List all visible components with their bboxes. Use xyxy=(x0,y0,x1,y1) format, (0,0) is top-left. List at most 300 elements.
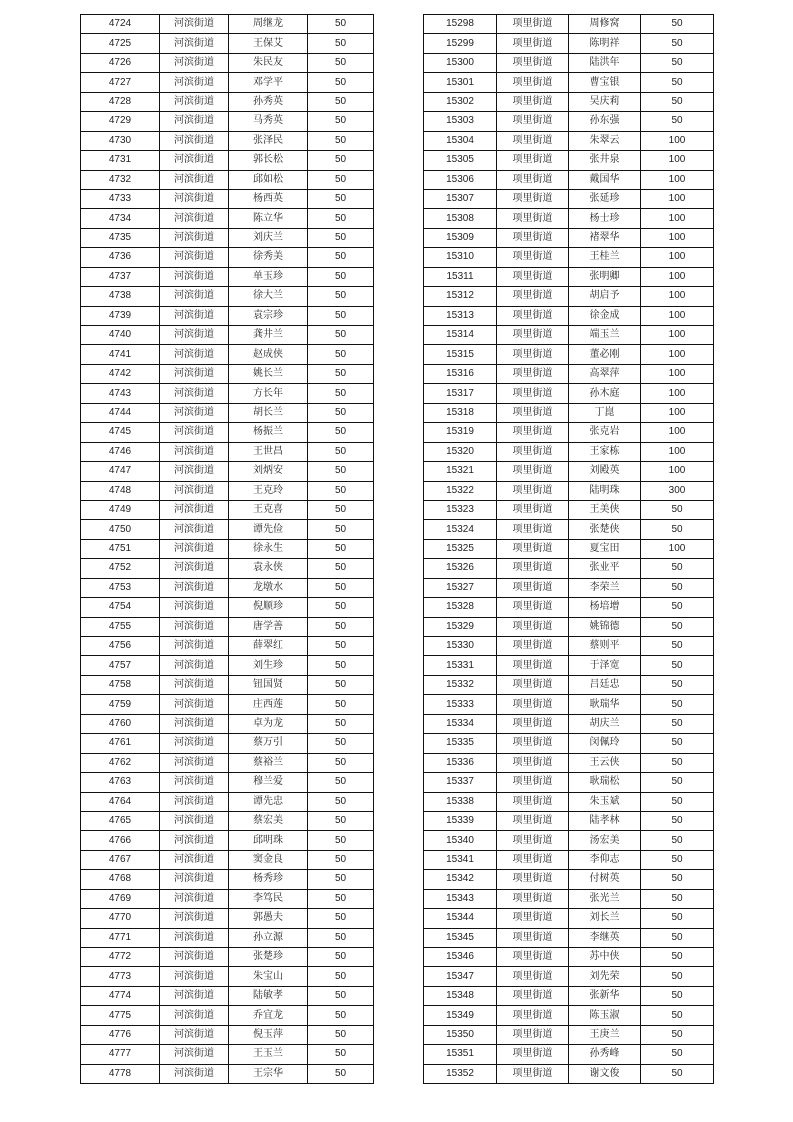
id-cell: 15307 xyxy=(424,189,497,208)
table-row xyxy=(81,695,374,714)
id-cell: 4746 xyxy=(81,442,160,461)
street-cell: 项里街道 xyxy=(497,500,569,519)
table-row xyxy=(424,403,714,422)
id-cell: 15303 xyxy=(424,112,497,131)
table-row xyxy=(81,326,374,345)
table-row xyxy=(81,617,374,636)
id-cell: 15326 xyxy=(424,559,497,578)
name-cell: 王家栋 xyxy=(569,442,641,461)
name-cell: 夏宝田 xyxy=(569,539,641,558)
id-cell: 15308 xyxy=(424,209,497,228)
name-cell: 倪顺珍 xyxy=(229,598,308,617)
name-cell: 穆兰爱 xyxy=(229,773,308,792)
id-cell: 4756 xyxy=(81,637,160,656)
name-cell: 刘先荣 xyxy=(569,967,641,986)
street-cell: 河滨街道 xyxy=(160,656,229,675)
name-cell: 蔡裕兰 xyxy=(229,753,308,772)
table-row xyxy=(424,695,714,714)
street-cell: 河滨街道 xyxy=(160,986,229,1005)
street-cell: 项里街道 xyxy=(497,559,569,578)
amount-cell: 50 xyxy=(641,656,714,675)
table-row xyxy=(81,909,374,928)
street-cell: 项里街道 xyxy=(497,967,569,986)
name-cell: 王玉兰 xyxy=(229,1045,308,1064)
amount-cell: 50 xyxy=(641,753,714,772)
name-cell: 蔡万引 xyxy=(229,734,308,753)
street-cell: 河滨街道 xyxy=(160,1006,229,1025)
street-cell: 项里街道 xyxy=(497,850,569,869)
id-cell: 15345 xyxy=(424,928,497,947)
table-row xyxy=(81,248,374,267)
table-row xyxy=(81,811,374,830)
street-cell: 项里街道 xyxy=(497,170,569,189)
amount-cell: 100 xyxy=(641,423,714,442)
amount-cell: 50 xyxy=(308,850,374,869)
amount-cell: 50 xyxy=(641,695,714,714)
name-cell: 胡长兰 xyxy=(229,403,308,422)
table-row xyxy=(81,112,374,131)
street-cell: 河滨街道 xyxy=(160,734,229,753)
amount-cell: 100 xyxy=(641,287,714,306)
table-row xyxy=(424,637,714,656)
street-cell: 项里街道 xyxy=(497,1064,569,1083)
street-cell: 项里街道 xyxy=(497,345,569,364)
name-cell: 郭长松 xyxy=(229,151,308,170)
street-cell: 项里街道 xyxy=(497,520,569,539)
amount-cell: 50 xyxy=(641,909,714,928)
name-cell: 杨士珍 xyxy=(569,209,641,228)
name-cell: 陈明祥 xyxy=(569,34,641,53)
id-cell: 15329 xyxy=(424,617,497,636)
name-cell: 张井泉 xyxy=(569,151,641,170)
amount-cell: 50 xyxy=(641,598,714,617)
table-row xyxy=(81,151,374,170)
id-cell: 4778 xyxy=(81,1064,160,1083)
id-cell: 15346 xyxy=(424,948,497,967)
amount-cell: 50 xyxy=(641,578,714,597)
table-row xyxy=(81,403,374,422)
street-cell: 河滨街道 xyxy=(160,500,229,519)
id-cell: 4745 xyxy=(81,423,160,442)
street-cell: 河滨街道 xyxy=(160,520,229,539)
id-cell: 4770 xyxy=(81,909,160,928)
id-cell: 4765 xyxy=(81,811,160,830)
street-cell: 河滨街道 xyxy=(160,598,229,617)
street-cell: 项里街道 xyxy=(497,811,569,830)
street-cell: 项里街道 xyxy=(497,53,569,72)
amount-cell: 50 xyxy=(308,326,374,345)
amount-cell: 50 xyxy=(641,967,714,986)
street-cell: 项里街道 xyxy=(497,598,569,617)
name-cell: 龚井兰 xyxy=(229,326,308,345)
name-cell: 王云侠 xyxy=(569,753,641,772)
amount-cell: 50 xyxy=(308,151,374,170)
id-cell: 15302 xyxy=(424,92,497,111)
id-cell: 4739 xyxy=(81,306,160,325)
street-cell: 河滨街道 xyxy=(160,462,229,481)
amount-cell: 50 xyxy=(308,1006,374,1025)
street-cell: 项里街道 xyxy=(497,637,569,656)
street-cell: 项里街道 xyxy=(497,831,569,850)
id-cell: 15318 xyxy=(424,403,497,422)
name-cell: 孙东强 xyxy=(569,112,641,131)
name-cell: 卓为龙 xyxy=(229,714,308,733)
id-cell: 4774 xyxy=(81,986,160,1005)
table-row xyxy=(81,73,374,92)
table-row xyxy=(81,500,374,519)
name-cell: 于泽宽 xyxy=(569,656,641,675)
name-cell: 李仰志 xyxy=(569,850,641,869)
table-row xyxy=(424,462,714,481)
amount-cell: 100 xyxy=(641,306,714,325)
id-cell: 4724 xyxy=(81,15,160,34)
table-row xyxy=(81,189,374,208)
name-cell: 胡庆兰 xyxy=(569,714,641,733)
right-table xyxy=(423,14,714,1084)
table-row xyxy=(81,364,374,383)
amount-cell: 50 xyxy=(641,1006,714,1025)
table-row xyxy=(424,986,714,1005)
name-cell: 董必刚 xyxy=(569,345,641,364)
name-cell: 孙秀峰 xyxy=(569,1045,641,1064)
street-cell: 河滨街道 xyxy=(160,695,229,714)
id-cell: 15315 xyxy=(424,345,497,364)
street-cell: 河滨街道 xyxy=(160,151,229,170)
id-cell: 4741 xyxy=(81,345,160,364)
name-cell: 王世昌 xyxy=(229,442,308,461)
table-row xyxy=(424,345,714,364)
name-cell: 姚长兰 xyxy=(229,364,308,383)
amount-cell: 100 xyxy=(641,364,714,383)
id-cell: 15321 xyxy=(424,462,497,481)
street-cell: 项里街道 xyxy=(497,870,569,889)
street-cell: 项里街道 xyxy=(497,228,569,247)
table-row xyxy=(81,675,374,694)
amount-cell: 50 xyxy=(308,462,374,481)
table-row xyxy=(81,773,374,792)
name-cell: 龙墩水 xyxy=(229,578,308,597)
table-row xyxy=(424,500,714,519)
table-row xyxy=(81,92,374,111)
id-cell: 4735 xyxy=(81,228,160,247)
id-cell: 4764 xyxy=(81,792,160,811)
amount-cell: 50 xyxy=(641,986,714,1005)
street-cell: 河滨街道 xyxy=(160,967,229,986)
id-cell: 15352 xyxy=(424,1064,497,1083)
id-cell: 15312 xyxy=(424,287,497,306)
table-row xyxy=(424,189,714,208)
street-cell: 项里街道 xyxy=(497,753,569,772)
street-cell: 项里街道 xyxy=(497,403,569,422)
name-cell: 朱宝山 xyxy=(229,967,308,986)
amount-cell: 50 xyxy=(308,539,374,558)
name-cell: 端玉兰 xyxy=(569,326,641,345)
id-cell: 4760 xyxy=(81,714,160,733)
amount-cell: 50 xyxy=(308,559,374,578)
street-cell: 项里街道 xyxy=(497,364,569,383)
amount-cell: 50 xyxy=(308,189,374,208)
id-cell: 4777 xyxy=(81,1045,160,1064)
table-row xyxy=(424,909,714,928)
amount-cell: 50 xyxy=(308,384,374,403)
table-row xyxy=(424,151,714,170)
name-cell: 孙秀英 xyxy=(229,92,308,111)
amount-cell: 50 xyxy=(641,850,714,869)
table-row xyxy=(81,287,374,306)
table-row xyxy=(81,753,374,772)
table-row xyxy=(81,928,374,947)
id-cell: 4753 xyxy=(81,578,160,597)
name-cell: 汤宏美 xyxy=(569,831,641,850)
name-cell: 闵佩玲 xyxy=(569,734,641,753)
street-cell: 河滨街道 xyxy=(160,287,229,306)
amount-cell: 50 xyxy=(308,248,374,267)
amount-cell: 50 xyxy=(308,287,374,306)
table-row xyxy=(424,1045,714,1064)
street-cell: 项里街道 xyxy=(497,248,569,267)
amount-cell: 50 xyxy=(641,675,714,694)
street-cell: 河滨街道 xyxy=(160,637,229,656)
amount-cell: 50 xyxy=(641,811,714,830)
amount-cell: 100 xyxy=(641,462,714,481)
amount-cell: 50 xyxy=(641,714,714,733)
table-row xyxy=(81,578,374,597)
street-cell: 项里街道 xyxy=(497,714,569,733)
table-row xyxy=(81,539,374,558)
street-cell: 河滨街道 xyxy=(160,53,229,72)
id-cell: 4730 xyxy=(81,131,160,150)
street-cell: 项里街道 xyxy=(497,986,569,1005)
name-cell: 王保艾 xyxy=(229,34,308,53)
id-cell: 15351 xyxy=(424,1045,497,1064)
name-cell: 乔宜龙 xyxy=(229,1006,308,1025)
amount-cell: 50 xyxy=(308,598,374,617)
table-row xyxy=(81,559,374,578)
street-cell: 河滨街道 xyxy=(160,170,229,189)
amount-cell: 50 xyxy=(308,209,374,228)
street-cell: 项里街道 xyxy=(497,112,569,131)
id-cell: 4771 xyxy=(81,928,160,947)
street-cell: 项里街道 xyxy=(497,695,569,714)
table-row xyxy=(424,889,714,908)
name-cell: 耿瑞华 xyxy=(569,695,641,714)
name-cell: 徐秀美 xyxy=(229,248,308,267)
amount-cell: 50 xyxy=(308,617,374,636)
name-cell: 陆敏孝 xyxy=(229,986,308,1005)
street-cell: 河滨街道 xyxy=(160,1045,229,1064)
table-row xyxy=(81,384,374,403)
amount-cell: 50 xyxy=(308,1025,374,1044)
street-cell: 项里街道 xyxy=(497,539,569,558)
amount-cell: 50 xyxy=(308,948,374,967)
table-row xyxy=(424,73,714,92)
street-cell: 河滨街道 xyxy=(160,267,229,286)
amount-cell: 50 xyxy=(308,792,374,811)
amount-cell: 100 xyxy=(641,228,714,247)
table-row xyxy=(81,481,374,500)
amount-cell: 50 xyxy=(641,1045,714,1064)
id-cell: 4747 xyxy=(81,462,160,481)
id-cell: 15347 xyxy=(424,967,497,986)
amount-cell: 50 xyxy=(641,773,714,792)
table-row xyxy=(81,1045,374,1064)
street-cell: 项里街道 xyxy=(497,617,569,636)
amount-cell: 50 xyxy=(308,811,374,830)
amount-cell: 100 xyxy=(641,345,714,364)
name-cell: 陈立华 xyxy=(229,209,308,228)
table-row xyxy=(81,734,374,753)
name-cell: 薛翠红 xyxy=(229,637,308,656)
id-cell: 15300 xyxy=(424,53,497,72)
id-cell: 4729 xyxy=(81,112,160,131)
table-row xyxy=(424,442,714,461)
id-cell: 15310 xyxy=(424,248,497,267)
name-cell: 张延珍 xyxy=(569,189,641,208)
table-row xyxy=(424,423,714,442)
table-row xyxy=(424,248,714,267)
id-cell: 15304 xyxy=(424,131,497,150)
street-cell: 河滨街道 xyxy=(160,870,229,889)
name-cell: 吕廷忠 xyxy=(569,675,641,694)
amount-cell: 50 xyxy=(308,831,374,850)
table-row xyxy=(424,170,714,189)
amount-cell: 50 xyxy=(308,637,374,656)
amount-cell: 50 xyxy=(641,870,714,889)
id-cell: 15327 xyxy=(424,578,497,597)
id-cell: 4752 xyxy=(81,559,160,578)
street-cell: 河滨街道 xyxy=(160,811,229,830)
id-cell: 15330 xyxy=(424,637,497,656)
name-cell: 倪玉萍 xyxy=(229,1025,308,1044)
right-table-body xyxy=(424,15,714,1084)
table-row xyxy=(424,753,714,772)
amount-cell: 50 xyxy=(641,948,714,967)
id-cell: 4744 xyxy=(81,403,160,422)
table-row xyxy=(424,714,714,733)
table-row xyxy=(424,539,714,558)
table-row xyxy=(424,326,714,345)
id-cell: 4736 xyxy=(81,248,160,267)
name-cell: 方长年 xyxy=(229,384,308,403)
name-cell: 徐金成 xyxy=(569,306,641,325)
amount-cell: 50 xyxy=(308,267,374,286)
name-cell: 刘庆兰 xyxy=(229,228,308,247)
street-cell: 项里街道 xyxy=(497,656,569,675)
street-cell: 项里街道 xyxy=(497,928,569,947)
table-row xyxy=(424,811,714,830)
street-cell: 项里街道 xyxy=(497,1006,569,1025)
amount-cell: 50 xyxy=(641,734,714,753)
id-cell: 4740 xyxy=(81,326,160,345)
name-cell: 徐大兰 xyxy=(229,287,308,306)
street-cell: 项里街道 xyxy=(497,578,569,597)
id-cell: 4754 xyxy=(81,598,160,617)
table-row xyxy=(424,831,714,850)
name-cell: 丁崑 xyxy=(569,403,641,422)
table-row xyxy=(424,209,714,228)
table-row xyxy=(424,792,714,811)
table-row xyxy=(81,831,374,850)
table-row xyxy=(81,423,374,442)
street-cell: 项里街道 xyxy=(497,1025,569,1044)
street-cell: 河滨街道 xyxy=(160,209,229,228)
id-cell: 4769 xyxy=(81,889,160,908)
name-cell: 杨西英 xyxy=(229,189,308,208)
table-row xyxy=(81,656,374,675)
table-row xyxy=(424,287,714,306)
table-row xyxy=(424,656,714,675)
table-row xyxy=(81,948,374,967)
id-cell: 15311 xyxy=(424,267,497,286)
name-cell: 钮国贤 xyxy=(229,675,308,694)
id-cell: 4761 xyxy=(81,734,160,753)
id-cell: 15331 xyxy=(424,656,497,675)
street-cell: 河滨街道 xyxy=(160,675,229,694)
table-row xyxy=(424,131,714,150)
name-cell: 王庚兰 xyxy=(569,1025,641,1044)
name-cell: 谭先忠 xyxy=(229,792,308,811)
table-row xyxy=(81,462,374,481)
amount-cell: 50 xyxy=(308,578,374,597)
id-cell: 15344 xyxy=(424,909,497,928)
name-cell: 李继英 xyxy=(569,928,641,947)
table-row xyxy=(81,1025,374,1044)
table-row xyxy=(81,870,374,889)
table-row xyxy=(424,578,714,597)
amount-cell: 50 xyxy=(308,53,374,72)
name-cell: 邱明珠 xyxy=(229,831,308,850)
id-cell: 4732 xyxy=(81,170,160,189)
name-cell: 朱翠云 xyxy=(569,131,641,150)
name-cell: 陆洪年 xyxy=(569,53,641,72)
street-cell: 河滨街道 xyxy=(160,384,229,403)
name-cell: 刘炳安 xyxy=(229,462,308,481)
table-row xyxy=(81,53,374,72)
amount-cell: 50 xyxy=(308,889,374,908)
street-cell: 河滨街道 xyxy=(160,306,229,325)
street-cell: 河滨街道 xyxy=(160,248,229,267)
street-cell: 项里街道 xyxy=(497,462,569,481)
name-cell: 庄西莲 xyxy=(229,695,308,714)
street-cell: 河滨街道 xyxy=(160,559,229,578)
amount-cell: 100 xyxy=(641,403,714,422)
amount-cell: 50 xyxy=(308,695,374,714)
name-cell: 谢文俊 xyxy=(569,1064,641,1083)
table-row xyxy=(424,1064,714,1083)
id-cell: 4734 xyxy=(81,209,160,228)
table-row xyxy=(424,15,714,34)
street-cell: 项里街道 xyxy=(497,889,569,908)
id-cell: 15298 xyxy=(424,15,497,34)
amount-cell: 50 xyxy=(308,403,374,422)
street-cell: 河滨街道 xyxy=(160,73,229,92)
name-cell: 张克岩 xyxy=(569,423,641,442)
id-cell: 15301 xyxy=(424,73,497,92)
id-cell: 15349 xyxy=(424,1006,497,1025)
id-cell: 15309 xyxy=(424,228,497,247)
table-row xyxy=(424,870,714,889)
name-cell: 蔡则平 xyxy=(569,637,641,656)
street-cell: 河滨街道 xyxy=(160,539,229,558)
id-cell: 4767 xyxy=(81,850,160,869)
street-cell: 河滨街道 xyxy=(160,326,229,345)
name-cell: 李笃民 xyxy=(229,889,308,908)
name-cell: 王桂兰 xyxy=(569,248,641,267)
amount-cell: 300 xyxy=(641,481,714,500)
amount-cell: 50 xyxy=(641,34,714,53)
table-row xyxy=(81,967,374,986)
id-cell: 4748 xyxy=(81,481,160,500)
